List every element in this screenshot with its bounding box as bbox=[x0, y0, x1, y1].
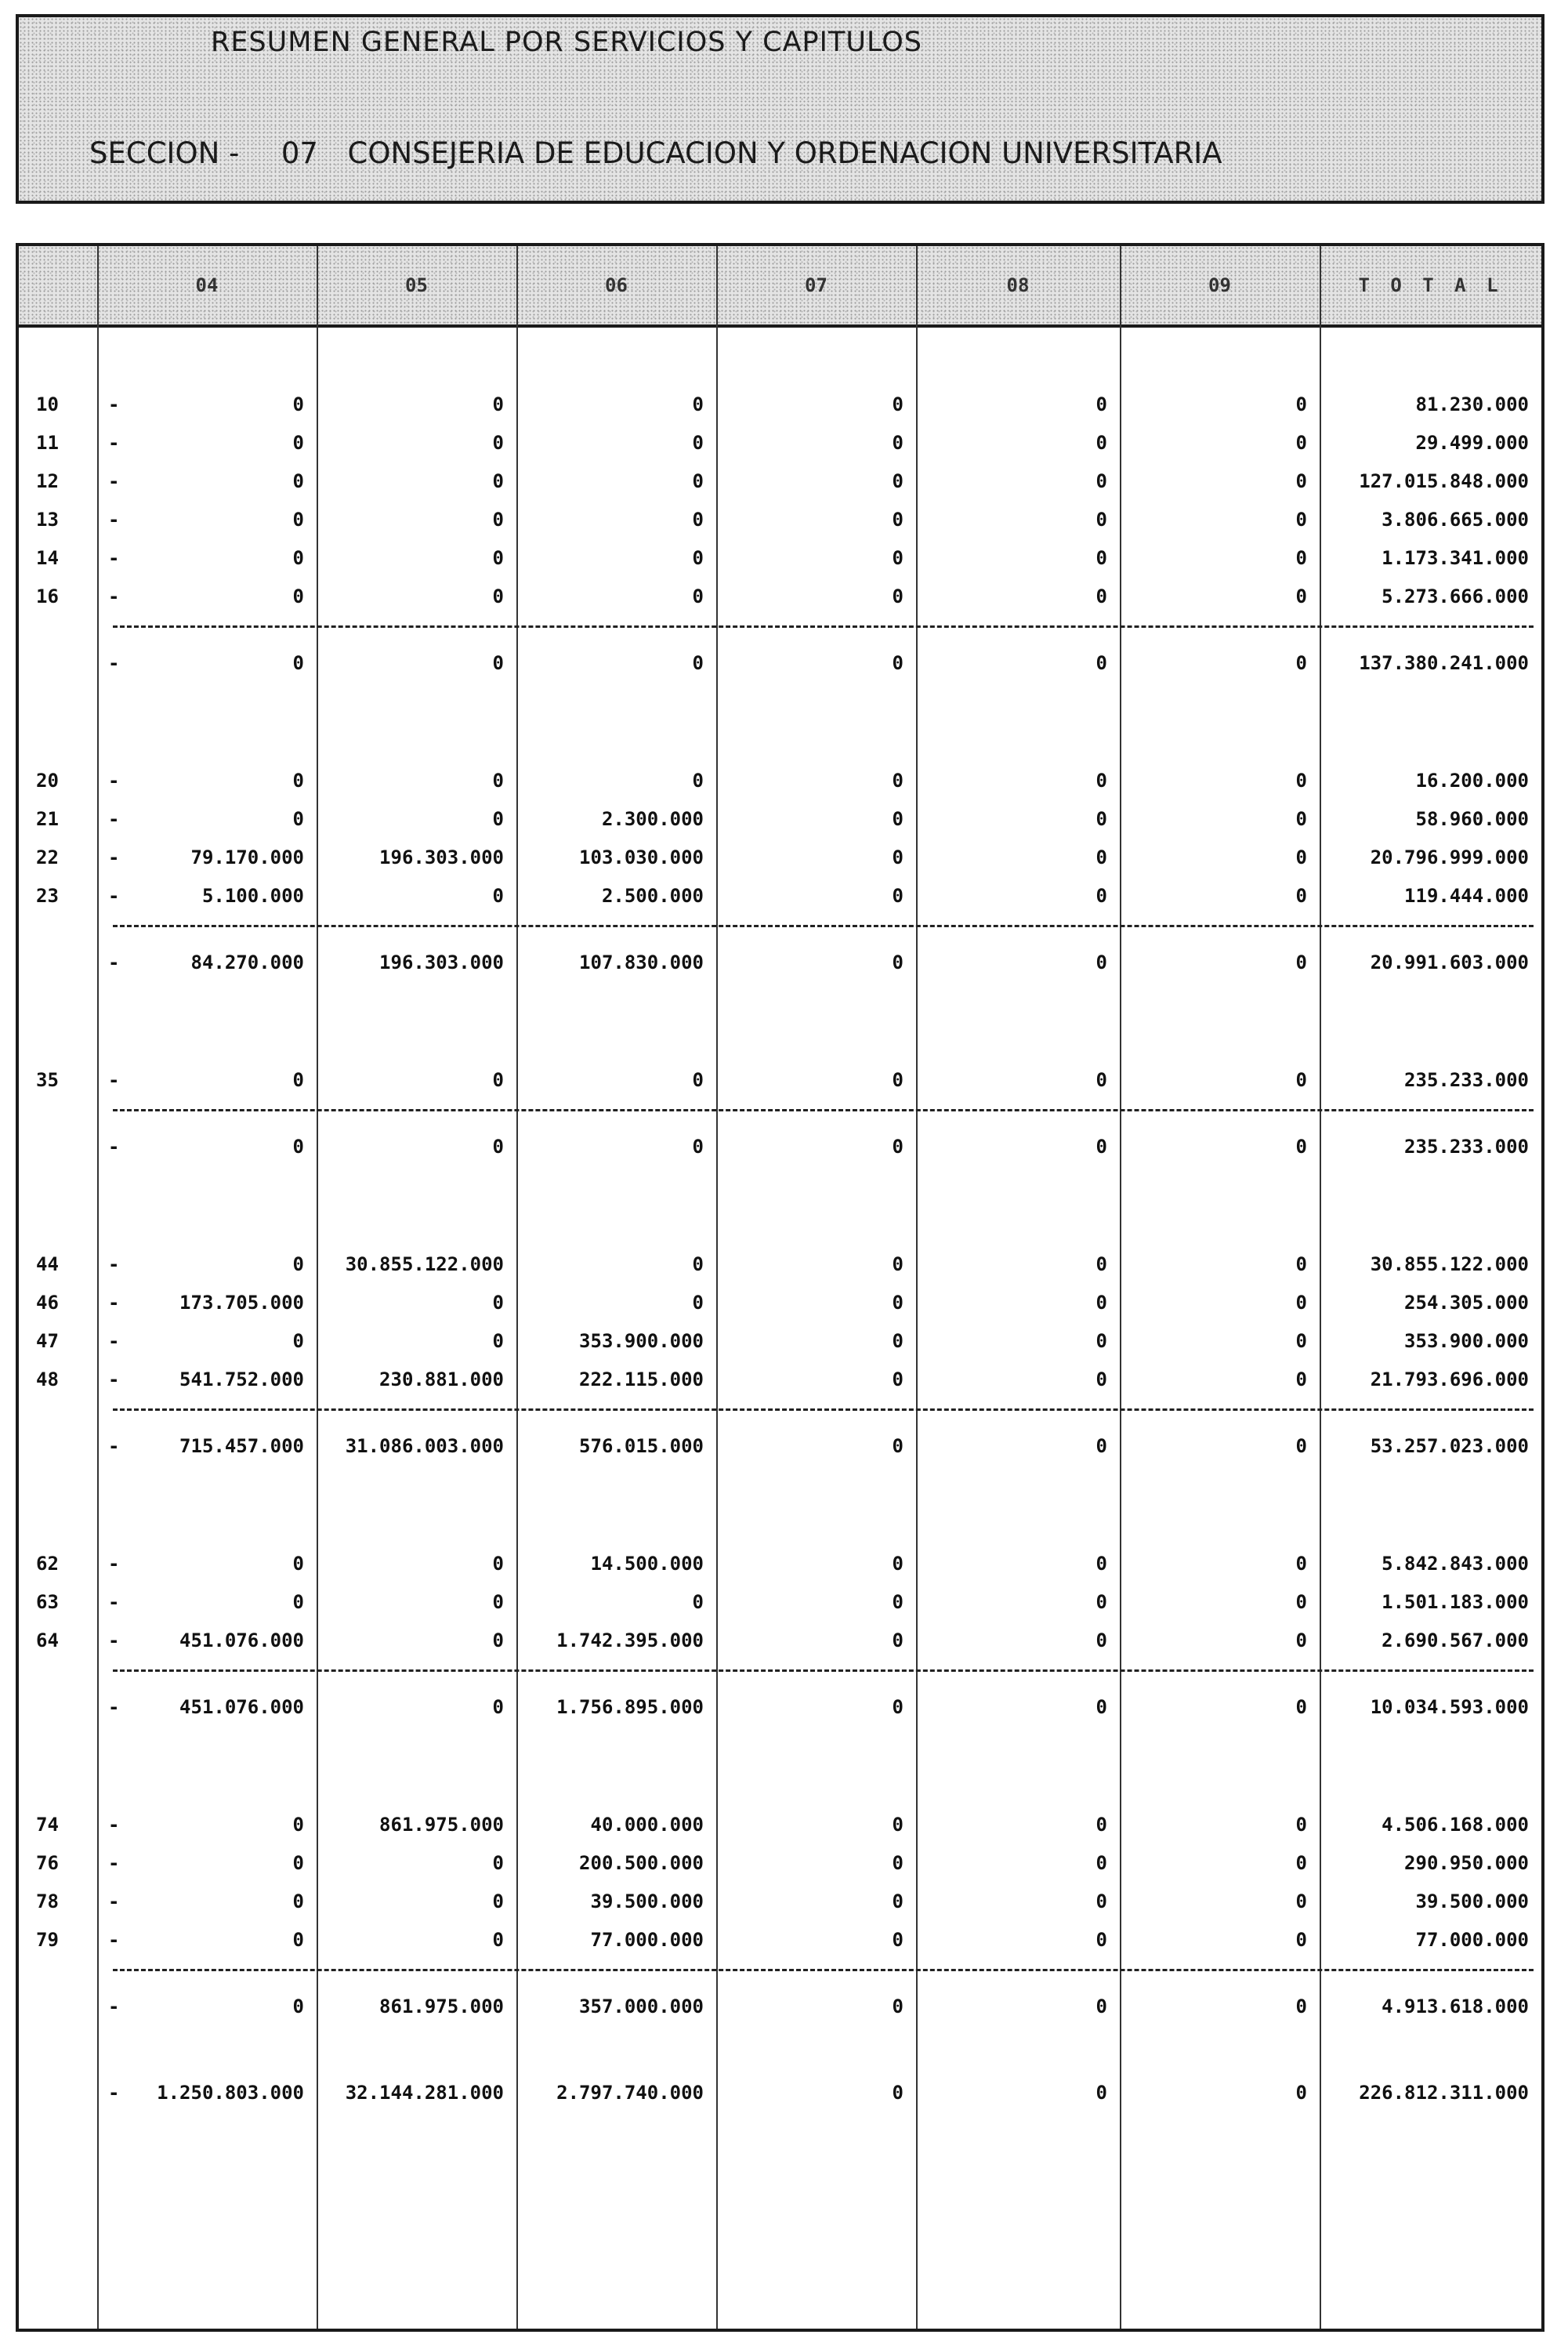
chapter-code: 63 bbox=[36, 1591, 59, 1613]
data-row-cell: 0 bbox=[1295, 1591, 1307, 1613]
chapter-code: 78 bbox=[36, 1890, 59, 1912]
subtotal-row-cell: 107.830.000 bbox=[579, 952, 704, 973]
row-dash: - bbox=[108, 652, 120, 674]
subtotal-row-cell: 196.303.000 bbox=[379, 952, 504, 973]
data-row-cell: 0 bbox=[492, 1852, 504, 1874]
data-row-cell: 16.200.000 bbox=[1415, 770, 1529, 792]
row-dash: - bbox=[108, 885, 120, 907]
subtotal-row-cell: 1.756.895.000 bbox=[556, 1696, 704, 1718]
data-row-cell: 0 bbox=[1095, 509, 1107, 531]
subtotal-row-cell: 0 bbox=[1295, 1435, 1307, 1457]
data-row-cell: 5.842.843.000 bbox=[1382, 1553, 1529, 1575]
data-row-cell: 0 bbox=[892, 1330, 904, 1352]
subtotal-row-cell: 10.034.593.000 bbox=[1370, 1696, 1529, 1718]
subtotal-row-cell: 0 bbox=[892, 1136, 904, 1158]
data-row-cell: 0 bbox=[1095, 1253, 1107, 1275]
subtotal-row-cell: 31.086.003.000 bbox=[345, 1435, 504, 1457]
data-row-cell: 0 bbox=[292, 1929, 304, 1951]
data-row-cell: 196.303.000 bbox=[379, 846, 504, 868]
chapter-code: 44 bbox=[36, 1253, 59, 1275]
chapter-code: 64 bbox=[36, 1629, 59, 1651]
data-row-cell: 0 bbox=[692, 393, 704, 415]
subtotal-separator bbox=[113, 1109, 1534, 1111]
data-row-cell: 451.076.000 bbox=[179, 1629, 304, 1651]
data-row-cell: 0 bbox=[1095, 1069, 1107, 1091]
column-header: 04 bbox=[195, 274, 219, 296]
row-dash: - bbox=[108, 1852, 120, 1874]
data-row-cell: 0 bbox=[1295, 846, 1307, 868]
subtotal-row-cell: 0 bbox=[1295, 652, 1307, 674]
row-dash: - bbox=[108, 808, 120, 830]
data-row-cell: 0 bbox=[1295, 885, 1307, 907]
data-row-cell: 0 bbox=[1295, 585, 1307, 607]
data-row-cell: 2.500.000 bbox=[601, 885, 704, 907]
data-row-cell: 0 bbox=[1295, 1330, 1307, 1352]
data-row-cell: 0 bbox=[1295, 1553, 1307, 1575]
data-row-cell: 0 bbox=[1095, 1553, 1107, 1575]
data-row-cell: 29.499.000 bbox=[1415, 432, 1529, 454]
data-row-cell: 0 bbox=[1095, 1852, 1107, 1874]
subtotal-row-cell: 0 bbox=[292, 1136, 304, 1158]
data-row-cell: 0 bbox=[492, 1069, 504, 1091]
subtotal-row-cell: 0 bbox=[1295, 1696, 1307, 1718]
data-row-cell: 173.705.000 bbox=[179, 1292, 304, 1314]
data-row-cell: 0 bbox=[292, 470, 304, 492]
data-row-cell: 0 bbox=[1095, 393, 1107, 415]
row-dash: - bbox=[108, 547, 120, 569]
subtotal-row-cell: 4.913.618.000 bbox=[1382, 1996, 1529, 2017]
data-row-cell: 0 bbox=[1295, 1929, 1307, 1951]
subtotal-row-cell: 0 bbox=[892, 952, 904, 973]
subtotal-row-cell: 0 bbox=[1095, 952, 1107, 973]
column-header: 06 bbox=[605, 274, 628, 296]
data-row-cell: 235.233.000 bbox=[1404, 1069, 1529, 1091]
data-row-cell: 21.793.696.000 bbox=[1370, 1368, 1529, 1390]
data-row-cell: 0 bbox=[1095, 885, 1107, 907]
subtotal-row-cell: 53.257.023.000 bbox=[1370, 1435, 1529, 1457]
chapter-code: 12 bbox=[36, 470, 59, 492]
chapter-code: 10 bbox=[36, 393, 59, 415]
data-row-cell: 0 bbox=[892, 1591, 904, 1613]
data-row-cell: 0 bbox=[892, 1852, 904, 1874]
subtotal-row-cell: 715.457.000 bbox=[179, 1435, 304, 1457]
data-row-cell: 0 bbox=[492, 808, 504, 830]
data-row-cell: 127.015.848.000 bbox=[1359, 470, 1529, 492]
column-header: 08 bbox=[1006, 274, 1030, 296]
data-row-cell: 4.506.168.000 bbox=[1382, 1814, 1529, 1836]
data-row-cell: 0 bbox=[292, 1553, 304, 1575]
row-dash: - bbox=[108, 1890, 120, 1912]
data-row-cell: 0 bbox=[492, 1591, 504, 1613]
data-row-cell: 0 bbox=[492, 885, 504, 907]
subtotal-row-cell: 0 bbox=[892, 1696, 904, 1718]
subtotal-row-cell: 0 bbox=[892, 1996, 904, 2017]
data-row-cell: 0 bbox=[692, 1069, 704, 1091]
row-dash: - bbox=[108, 952, 120, 973]
section-name: CONSEJERIA DE EDUCACION Y ORDENACION UNIVERSITARIA bbox=[347, 136, 1222, 170]
data-row-cell: 0 bbox=[892, 1929, 904, 1951]
data-row-cell: 0 bbox=[292, 509, 304, 531]
subtotal-row-cell: 0 bbox=[892, 1435, 904, 1457]
data-row-cell: 40.000.000 bbox=[590, 1814, 704, 1836]
data-row-cell: 0 bbox=[892, 846, 904, 868]
data-row-cell: 79.170.000 bbox=[190, 846, 304, 868]
data-row-cell: 20.796.999.000 bbox=[1370, 846, 1529, 868]
subtotal-row-cell: 451.076.000 bbox=[179, 1696, 304, 1718]
data-row-cell: 39.500.000 bbox=[590, 1890, 704, 1912]
data-row-cell: 254.305.000 bbox=[1404, 1292, 1529, 1314]
data-row-cell: 0 bbox=[292, 1591, 304, 1613]
data-row-cell: 30.855.122.000 bbox=[1370, 1253, 1529, 1275]
data-row-cell: 353.900.000 bbox=[579, 1330, 704, 1352]
data-row-cell: 0 bbox=[492, 770, 504, 792]
data-row-cell: 0 bbox=[292, 1253, 304, 1275]
row-dash: - bbox=[108, 770, 120, 792]
data-row-cell: 0 bbox=[1095, 1929, 1107, 1951]
subtotal-row-cell: 861.975.000 bbox=[379, 1996, 504, 2017]
data-row-cell: 0 bbox=[1295, 432, 1307, 454]
data-row-cell: 0 bbox=[892, 1292, 904, 1314]
data-row-cell: 0 bbox=[692, 1253, 704, 1275]
data-row-cell: 0 bbox=[492, 509, 504, 531]
data-row-cell: 0 bbox=[892, 509, 904, 531]
data-row-cell: 0 bbox=[492, 1890, 504, 1912]
section-label: SECCION - bbox=[89, 136, 240, 170]
subtotal-row-cell: 0 bbox=[1095, 1136, 1107, 1158]
chapter-code: 14 bbox=[36, 547, 59, 569]
data-row-cell: 353.900.000 bbox=[1404, 1330, 1529, 1352]
data-row-cell: 1.173.341.000 bbox=[1382, 547, 1529, 569]
chapter-code: 48 bbox=[36, 1368, 59, 1390]
data-row-cell: 861.975.000 bbox=[379, 1814, 504, 1836]
data-row-cell: 0 bbox=[892, 1368, 904, 1390]
data-row-cell: 0 bbox=[1095, 1330, 1107, 1352]
data-row-cell: 77.000.000 bbox=[1415, 1929, 1529, 1951]
data-row-cell: 0 bbox=[892, 585, 904, 607]
subtotal-row-cell: 576.015.000 bbox=[579, 1435, 704, 1457]
title-box bbox=[16, 14, 1544, 204]
data-row-cell: 0 bbox=[692, 432, 704, 454]
data-row-cell: 0 bbox=[292, 1069, 304, 1091]
data-row-cell: 290.950.000 bbox=[1404, 1852, 1529, 1874]
subtotal-row-cell: 0 bbox=[1095, 652, 1107, 674]
column-header: 07 bbox=[805, 274, 827, 296]
data-row-cell: 0 bbox=[292, 1852, 304, 1874]
data-row-cell: 0 bbox=[1295, 1814, 1307, 1836]
data-row-cell: 0 bbox=[892, 885, 904, 907]
data-row-cell: 0 bbox=[1295, 1852, 1307, 1874]
row-dash: - bbox=[108, 846, 120, 868]
data-row-cell: 0 bbox=[492, 1929, 504, 1951]
data-row-cell: 0 bbox=[692, 547, 704, 569]
data-row-cell: 0 bbox=[292, 1890, 304, 1912]
row-dash: - bbox=[108, 1591, 120, 1613]
grand-total-row-cell: 2.797.740.000 bbox=[556, 2082, 704, 2104]
data-row-cell: 5.100.000 bbox=[201, 885, 304, 907]
subtotal-row-cell: 0 bbox=[1095, 1996, 1107, 2017]
grand-total-row-cell: 0 bbox=[1295, 2082, 1307, 2104]
section-line bbox=[89, 136, 1222, 170]
chapter-code: 13 bbox=[36, 509, 59, 531]
data-row-cell: 200.500.000 bbox=[579, 1852, 704, 1874]
data-row-cell: 0 bbox=[692, 470, 704, 492]
data-row-cell: 0 bbox=[1095, 1890, 1107, 1912]
data-row-cell: 2.690.567.000 bbox=[1382, 1629, 1529, 1651]
data-row-cell: 119.444.000 bbox=[1404, 885, 1529, 907]
data-row-cell: 0 bbox=[1295, 1069, 1307, 1091]
data-row-cell: 58.960.000 bbox=[1415, 808, 1529, 830]
data-row-cell: 0 bbox=[292, 547, 304, 569]
subtotal-row-cell: 0 bbox=[1095, 1696, 1107, 1718]
data-row-cell: 0 bbox=[892, 393, 904, 415]
row-dash: - bbox=[108, 1136, 120, 1158]
data-row-cell: 0 bbox=[492, 432, 504, 454]
subtotal-row-cell: 84.270.000 bbox=[190, 952, 304, 973]
data-row-cell: 0 bbox=[1295, 808, 1307, 830]
row-dash: - bbox=[108, 585, 120, 607]
data-row-cell: 0 bbox=[692, 1292, 704, 1314]
data-row-cell: 0 bbox=[1295, 470, 1307, 492]
data-row-cell: 0 bbox=[492, 585, 504, 607]
data-row-cell: 0 bbox=[1295, 509, 1307, 531]
chapter-code: 23 bbox=[36, 885, 59, 907]
data-row-cell: 0 bbox=[492, 1629, 504, 1651]
data-row-cell: 0 bbox=[1295, 1629, 1307, 1651]
row-dash: - bbox=[108, 1368, 120, 1390]
data-row-cell: 0 bbox=[1095, 1629, 1107, 1651]
data-row-cell: 0 bbox=[892, 808, 904, 830]
data-row-cell: 0 bbox=[1095, 432, 1107, 454]
row-dash: - bbox=[108, 432, 120, 454]
data-row-cell: 541.752.000 bbox=[179, 1368, 304, 1390]
data-row-cell: 0 bbox=[1095, 808, 1107, 830]
data-row-cell: 0 bbox=[1295, 1292, 1307, 1314]
row-dash: - bbox=[108, 1814, 120, 1836]
subtotal-row-cell: 0 bbox=[492, 1696, 504, 1718]
row-dash: - bbox=[108, 1996, 120, 2017]
row-dash: - bbox=[108, 2082, 120, 2104]
subtotal-row-cell: 0 bbox=[292, 1996, 304, 2017]
data-row-cell: 0 bbox=[1295, 770, 1307, 792]
row-dash: - bbox=[108, 1435, 120, 1457]
data-row-cell: 0 bbox=[892, 1890, 904, 1912]
section-code: 07 bbox=[281, 136, 318, 170]
data-row-cell: 81.230.000 bbox=[1415, 393, 1529, 415]
data-row-cell: 0 bbox=[892, 470, 904, 492]
data-row-cell: 0 bbox=[892, 770, 904, 792]
row-dash: - bbox=[108, 1069, 120, 1091]
chapter-code: 21 bbox=[36, 808, 59, 830]
row-dash: - bbox=[108, 509, 120, 531]
data-row-cell: 14.500.000 bbox=[590, 1553, 704, 1575]
data-row-cell: 0 bbox=[492, 470, 504, 492]
data-row-cell: 0 bbox=[292, 393, 304, 415]
data-row-cell: 0 bbox=[1095, 547, 1107, 569]
data-row-cell: 0 bbox=[892, 1814, 904, 1836]
grand-total-row-cell: 1.250.803.000 bbox=[157, 2082, 304, 2104]
chapter-code: 79 bbox=[36, 1929, 59, 1951]
data-row-cell: 0 bbox=[1295, 1890, 1307, 1912]
data-row-cell: 0 bbox=[292, 585, 304, 607]
data-row-cell: 0 bbox=[1095, 1368, 1107, 1390]
data-row-cell: 0 bbox=[1095, 1814, 1107, 1836]
data-row-cell: 5.273.666.000 bbox=[1382, 585, 1529, 607]
row-dash: - bbox=[108, 1292, 120, 1314]
subtotal-row-cell: 0 bbox=[692, 652, 704, 674]
report-title: RESUMEN GENERAL POR SERVICIOS Y CAPITULOS bbox=[211, 27, 922, 58]
data-row-cell: 0 bbox=[1095, 1292, 1107, 1314]
data-row-cell: 0 bbox=[492, 1292, 504, 1314]
data-row-cell: 0 bbox=[292, 770, 304, 792]
chapter-code: 35 bbox=[36, 1069, 59, 1091]
data-row-cell: 0 bbox=[692, 770, 704, 792]
data-row-cell: 0 bbox=[1295, 1368, 1307, 1390]
subtotal-row-cell: 0 bbox=[1095, 1435, 1107, 1457]
subtotal-row-cell: 0 bbox=[492, 1136, 504, 1158]
data-row-cell: 0 bbox=[892, 1629, 904, 1651]
data-row-cell: 0 bbox=[292, 432, 304, 454]
data-row-cell: 0 bbox=[1095, 470, 1107, 492]
data-row-cell: 0 bbox=[892, 547, 904, 569]
subtotal-row-cell: 20.991.603.000 bbox=[1370, 952, 1529, 973]
data-row-cell: 0 bbox=[692, 1591, 704, 1613]
data-row-cell: 3.806.665.000 bbox=[1382, 509, 1529, 531]
grand-total-row-cell: 226.812.311.000 bbox=[1359, 2082, 1529, 2104]
grand-total-row-cell: 32.144.281.000 bbox=[345, 2082, 504, 2104]
data-row-cell: 0 bbox=[1295, 1253, 1307, 1275]
grand-total-row-cell: 0 bbox=[1095, 2082, 1107, 2104]
data-row-cell: 0 bbox=[892, 1253, 904, 1275]
row-dash: - bbox=[108, 1929, 120, 1951]
data-row-cell: 1.501.183.000 bbox=[1382, 1591, 1529, 1613]
subtotal-row-cell: 0 bbox=[1295, 1136, 1307, 1158]
budget-table bbox=[16, 243, 1544, 2332]
grand-total-row-cell: 0 bbox=[892, 2082, 904, 2104]
data-row-cell: 0 bbox=[1095, 846, 1107, 868]
data-row-cell: 0 bbox=[492, 393, 504, 415]
chapter-code: 62 bbox=[36, 1553, 59, 1575]
chapter-code: 22 bbox=[36, 846, 59, 868]
chapter-code: 74 bbox=[36, 1814, 59, 1836]
subtotal-separator bbox=[113, 1969, 1534, 1971]
subtotal-row-cell: 0 bbox=[492, 652, 504, 674]
data-row-cell: 1.742.395.000 bbox=[556, 1629, 704, 1651]
data-row-cell: 0 bbox=[492, 1330, 504, 1352]
data-row-cell: 30.855.122.000 bbox=[345, 1253, 504, 1275]
chapter-code: 16 bbox=[36, 585, 59, 607]
chapter-code: 76 bbox=[36, 1852, 59, 1874]
row-dash: - bbox=[108, 393, 120, 415]
chapter-code: 46 bbox=[36, 1292, 59, 1314]
data-row-cell: 0 bbox=[892, 432, 904, 454]
chapter-code: 20 bbox=[36, 770, 59, 792]
data-row-cell: 0 bbox=[892, 1553, 904, 1575]
subtotal-separator bbox=[113, 1669, 1534, 1672]
data-row-cell: 0 bbox=[692, 509, 704, 531]
subtotal-row-cell: 0 bbox=[892, 652, 904, 674]
data-row-cell: 39.500.000 bbox=[1415, 1890, 1529, 1912]
subtotal-row-cell: 0 bbox=[1295, 952, 1307, 973]
column-header: 05 bbox=[405, 274, 428, 296]
row-dash: - bbox=[108, 1629, 120, 1651]
subtotal-row-cell: 137.380.241.000 bbox=[1359, 652, 1529, 674]
data-row-cell: 230.881.000 bbox=[379, 1368, 504, 1390]
subtotal-row-cell: 0 bbox=[1295, 1996, 1307, 2017]
data-row-cell: 103.030.000 bbox=[579, 846, 704, 868]
data-row-cell: 0 bbox=[292, 1330, 304, 1352]
data-row-cell: 0 bbox=[492, 547, 504, 569]
subtotal-row-cell: 357.000.000 bbox=[579, 1996, 704, 2017]
data-row-cell: 0 bbox=[492, 1553, 504, 1575]
column-header-row bbox=[19, 246, 1541, 328]
row-dash: - bbox=[108, 1253, 120, 1275]
data-row-cell: 0 bbox=[1095, 770, 1107, 792]
subtotal-row-cell: 0 bbox=[692, 1136, 704, 1158]
data-row-cell: 0 bbox=[892, 1069, 904, 1091]
row-dash: - bbox=[108, 1696, 120, 1718]
data-row-cell: 0 bbox=[292, 1814, 304, 1836]
data-row-cell: 222.115.000 bbox=[579, 1368, 704, 1390]
data-row-cell: 0 bbox=[1295, 393, 1307, 415]
subtotal-row-cell: 235.233.000 bbox=[1404, 1136, 1529, 1158]
data-row-cell: 77.000.000 bbox=[590, 1929, 704, 1951]
data-row-cell: 0 bbox=[692, 585, 704, 607]
data-row-cell: 0 bbox=[1295, 547, 1307, 569]
row-dash: - bbox=[108, 470, 120, 492]
subtotal-row-cell: 0 bbox=[292, 652, 304, 674]
subtotal-separator bbox=[113, 625, 1534, 628]
row-dash: - bbox=[108, 1330, 120, 1352]
data-row-cell: 0 bbox=[292, 808, 304, 830]
column-header: T O T A L bbox=[1358, 274, 1503, 296]
subtotal-separator bbox=[113, 1408, 1534, 1411]
subtotal-separator bbox=[113, 925, 1534, 927]
data-row-cell: 0 bbox=[1095, 585, 1107, 607]
data-row-cell: 2.300.000 bbox=[601, 808, 704, 830]
column-header: 09 bbox=[1208, 274, 1231, 296]
chapter-code: 47 bbox=[36, 1330, 59, 1352]
data-row-cell: 0 bbox=[1095, 1591, 1107, 1613]
row-dash: - bbox=[108, 1553, 120, 1575]
chapter-code: 11 bbox=[36, 432, 59, 454]
